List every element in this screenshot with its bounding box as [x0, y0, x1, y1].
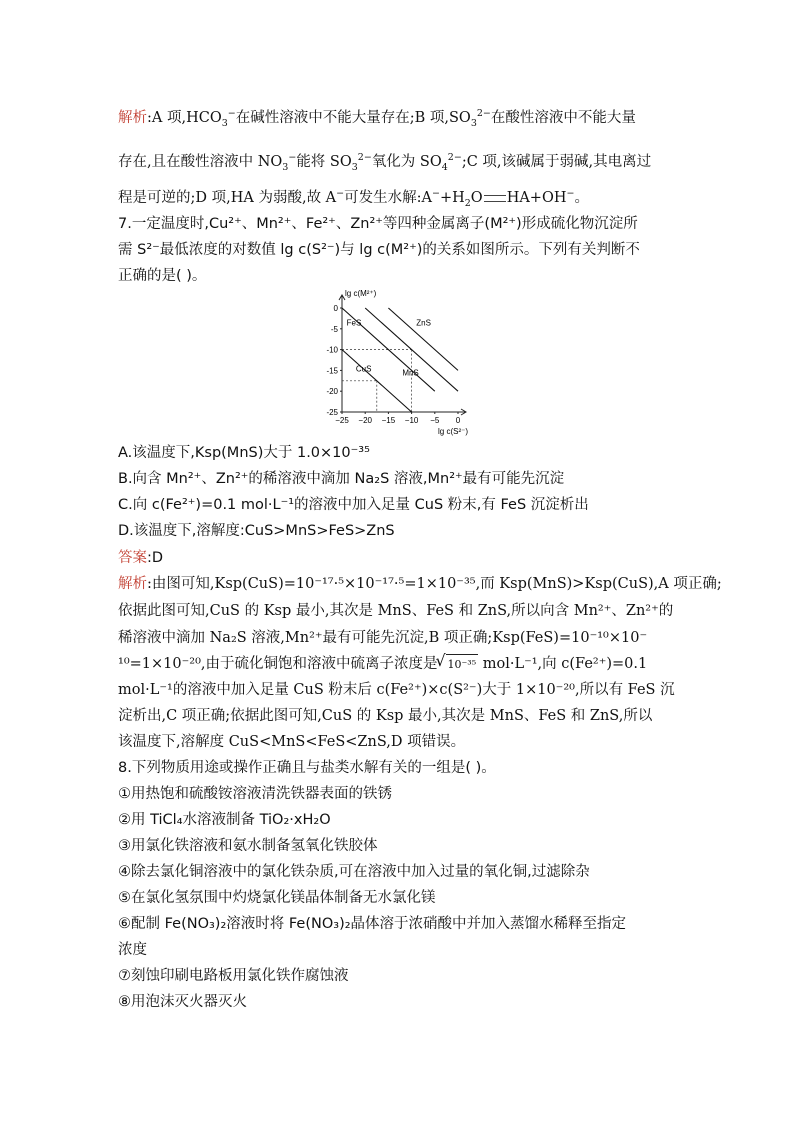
x-tick-label: −25	[335, 416, 349, 425]
q7-analysis-line-2: 依据此图可知,CuS 的 Ksp 最小,其次是 MnS、FeS 和 ZnS,所以向含 Mn²⁺、Zn²⁺的	[118, 603, 674, 619]
x-tick-label: −10	[404, 416, 419, 425]
q8-item-4: ④除去氯化铜溶液中的氯化铁杂质,可在溶液中加入过量的氧化铜,过滤除杂	[118, 864, 590, 880]
q6-analysis-line-1: 解析:A 项$,HCO_3^-$在碱性溶液中不能大量存在;B 项$,SO_3^{2-}$在酸性溶液中不能大量	[118, 108, 636, 129]
q6-analysis-line-3: 程是可逆的;D 项,HA 为弱酸,故 A−可发生水解$:A^-+H_2O$ HA+OH−。	[118, 188, 589, 209]
q7-analysis-line-3: 稀溶液中滴加 Na₂S 溶液,Mn²⁺最有可能先沉淀,B 项正确;Ksp(FeS)=10⁻¹⁰×10⁻	[118, 630, 648, 646]
q8-item-2: ②用 TiCl₄水溶液制备 TiO₂·xH₂O	[118, 812, 331, 828]
q8-item-3: ③用氯化铁溶液和氨水制备氢氧化铁胶体	[118, 838, 378, 854]
analysis-label: 解析	[118, 576, 147, 592]
q7-analysis-line-4: ¹⁰=1×10⁻²⁰,由于硫化铜饱和溶液中硫离子浓度是√ 10⁻³⁵ mol·L⁻¹,向 c(Fe²⁺)=0.1	[118, 654, 647, 675]
analysis-label: 解析	[118, 110, 147, 126]
series-line-zns	[388, 308, 458, 370]
y-axis-label: lg c(M²⁺)	[345, 289, 377, 298]
y-tick-label: -25	[326, 408, 338, 417]
q8-item-5: ⑤在氯化氢氛围中灼烧氯化镁晶体制备无水氯化镁	[118, 890, 436, 906]
q8-item-7: ⑦刻蚀印刷电路板用氯化铁作腐蚀液	[118, 968, 349, 984]
x-tick-label: −15	[381, 416, 396, 425]
q7-option-b: B.向含 Mn²⁺、Zn²⁺的稀溶液中滴加 Na₂S 溶液,Mn²⁺最有可能先沉淀	[118, 471, 565, 487]
q8-stem: 8.下列物质用途或操作正确且与盐类水解有关的一组是( )。	[118, 760, 496, 776]
q7-analysis-line-6: 淀析出,C 项正确;依据此图可知,CuS 的 Ksp 最小,其次是 MnS、FeS 和 ZnS,所以	[118, 708, 653, 724]
x-tick-label: −5	[430, 416, 440, 425]
q7-answer: 答案:D	[118, 550, 164, 566]
series-label-mns: MnS	[402, 368, 419, 378]
y-tick-label: -20	[326, 387, 338, 397]
q7-option-a: A.该温度下,Ksp(MnS)大于 1.0×10⁻³⁵	[118, 445, 370, 461]
x-axis-label: lg c(S²⁻)	[438, 427, 468, 436]
series-label-zns: ZnS	[416, 318, 431, 328]
q7-stem-line-3: 正确的是( )。	[118, 268, 207, 284]
q7-option-d: D.该温度下,溶解度:CuS>MnS>FeS>ZnS	[118, 523, 395, 539]
y-tick-label: 0	[333, 304, 338, 313]
series-label-cus: CuS	[355, 364, 372, 374]
square-root: √ 10⁻³⁵	[446, 654, 479, 675]
x-tick-label: 0	[455, 416, 461, 425]
equilibrium-arrow-icon	[484, 195, 506, 202]
y-tick-label: -15	[326, 366, 338, 376]
q8-item-8: ⑧用泡沫灭火器灭火	[118, 994, 247, 1010]
solubility-chart	[326, 288, 490, 438]
y-tick-label: -10	[326, 345, 338, 355]
q7-analysis-line-5: mol·L⁻¹的溶液中加入足量 CuS 粉末后 c(Fe²⁺)×c(S²⁻)大于 1×10⁻²⁰,所以有 FeS 沉	[118, 682, 675, 698]
y-tick-label: -5	[330, 324, 338, 334]
q7-stem-line-1: 7.一定温度时,Cu²⁺、Mn²⁺、Fe²⁺、Zn²⁺等四种金属离子(M²⁺)形成硫化物沉淀所	[118, 216, 638, 232]
q8-item-6-cont: 浓度	[118, 942, 147, 958]
q6-analysis-line-2: 存在,且在酸性溶液中 $NO_3^-$能将 $SO_3^{2-}$氧化为 $SO_4^{2-};C$ 项,该碱属于弱碱,其电离过	[118, 152, 652, 173]
q8-item-1: ①用热饱和硫酸铵溶液清洗铁器表面的铁锈	[118, 786, 392, 802]
q7-analysis-line-7: 该温度下,溶解度 CuS<MnS<FeS<ZnS,D 项错误。	[118, 734, 466, 750]
q7-option-c: C.向 c(Fe²⁺)=0.1 mol·L⁻¹的溶液中加入足量 CuS 粉末,有 FeS 沉淀析出	[118, 497, 589, 513]
x-tick-label: −20	[358, 416, 372, 425]
series-label-fes: FeS	[346, 318, 362, 328]
q8-item-6: ⑥配制 Fe(NO₃)₂溶液时将 Fe(NO₃)₂晶体溶于浓硝酸中并加入蒸馏水稀释至指定	[118, 916, 627, 932]
q7-stem-line-2: 需 S²⁻最低浓度的对数值 lg c(S²⁻)与 lg c(M²⁺)的关系如图所示。下列有关判断不	[118, 242, 640, 258]
answer-label: 答案	[118, 550, 147, 566]
q7-analysis-line-1: 解析:由图可知,Ksp(CuS)=10⁻¹⁷·⁵×10⁻¹⁷·⁵=1×10⁻³⁵,而 Ksp(MnS)>Ksp(CuS),A 项正确;	[118, 576, 722, 592]
